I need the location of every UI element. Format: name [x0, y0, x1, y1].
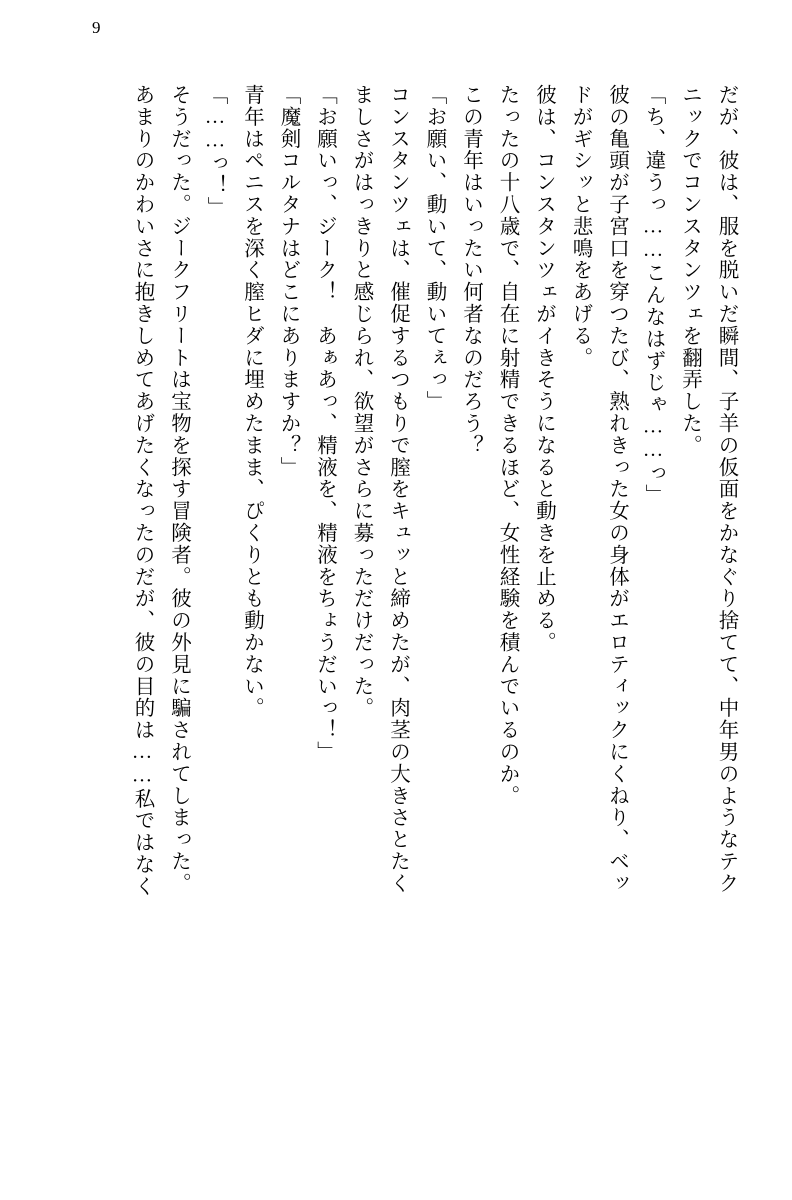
text-line: 「ち、違うっ……こんなはずじゃ……っ」: [642, 84, 664, 507]
text-line: そうだった。ジークフリートは宝物を探す冒険者。彼の外見に騙されてしまった。: [167, 84, 190, 895]
text-line: 彼の亀頭が子宮口を穿つたび、熟れきった女の身体がエロティックにくねり、ベッ: [605, 84, 628, 895]
text-line: だが、彼は、服を脱いだ瞬間、子羊の仮面をかなぐり捨てて、中年男のようなテク: [715, 84, 737, 895]
text-line: 「お願い、動いて、動いてぇっ」: [423, 84, 445, 413]
text-line: 「魔剣コルタナはどこにありますか？」: [277, 84, 299, 479]
text-line: コンスタンツェは、催促するつもりで膣をキュッと締めたが、肉茎の大きさとたく: [386, 84, 409, 895]
page-text-body: [60, 84, 744, 1139]
text-line: あまりのかわいさに抱きしめてあげたくなったのだが、彼の目的は……私ではなく: [131, 84, 153, 898]
text-line: 彼は、コンスタンツェがイきそうになると動きを止める。: [532, 84, 555, 654]
text-line: ドがギシッと悲鳴をあげる。: [569, 84, 591, 369]
text-line: ましさがはっきりと感じられ、欲望がさらに募っただけだった。: [350, 84, 372, 720]
page-number: 9: [92, 18, 101, 37]
text-line: たったの十八歳で、自在に射精できるほど、女性経験を積んでいるのか。: [496, 84, 518, 807]
text-line: この青年はいったい何者なのだろう？: [459, 84, 482, 457]
text-line: 「お願いっ、ジーク！ あぁあっ、精液を、精液をちょうだいっ！」: [313, 84, 336, 763]
text-line: ニックでコンスタンツェを翻弄した。: [678, 84, 701, 457]
text-line: 「……っ！」: [204, 84, 226, 219]
text-line: 青年はペニスを深く膣ヒダに埋めたまま、ぴくりとも動かない。: [240, 84, 263, 720]
